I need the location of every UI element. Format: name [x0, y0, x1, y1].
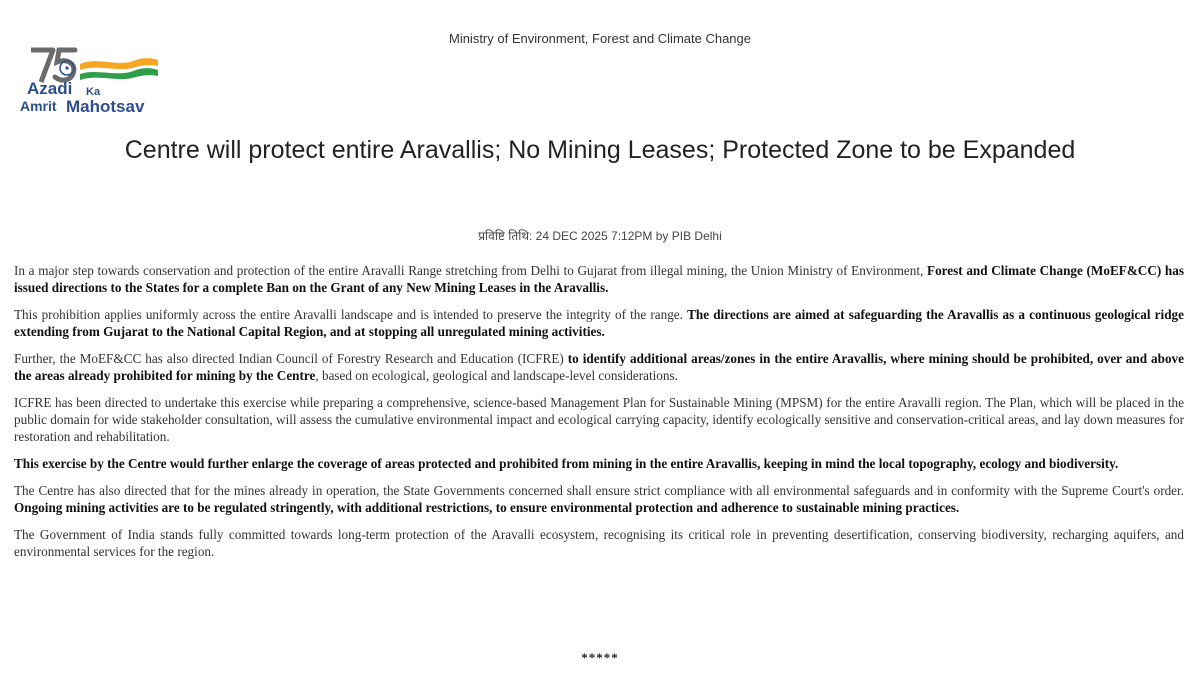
tricolour-flag-icon	[78, 56, 160, 84]
paragraph-4: ICFRE has been directed to undertake this exercise while preparing a comprehensive, science-based Management Plan for Sustainable Mining (MPSM) for the entire Aravalli region. The Plan, which will be placed in the public domain for wide stakeholder consultation, will assess the cumulative environmental impact and ecological carrying capacity, identify ecologically sensitive and conservation-critical areas, and lay down measures for restoration and rehabilitation.	[14, 395, 1184, 444]
azadi-ka-amrit-mahotsav-logo	[20, 46, 180, 122]
logo-word-ka: Ka	[86, 86, 101, 98]
paragraph-6-text: The Centre has also directed that for the mines already in operation, the State Governments concerned shall ensure strict compliance with all environmental safeguards and in conformity with the Supreme Court's order.	[14, 483, 1184, 498]
paragraph-1-text: In a major step towards conservation and protection of the entire Aravalli Range stretching from Delhi to Gujarat from illegal mining, the Union Ministry of Environment,	[14, 263, 928, 278]
paragraph-3-tail: , based on ecological, geological and landscape-level considerations.	[315, 368, 678, 383]
logo-word-mahotsav: Mahotsav	[66, 97, 145, 116]
posted-date: प्रविष्टि तिथि: 24 DEC 2025 7:12PM by PIB Delhi	[478, 229, 722, 243]
article-body	[14, 262, 1184, 570]
end-of-release-mark: *****	[581, 650, 619, 665]
paragraph-6	[14, 482, 1184, 516]
paragraph-5: This exercise by the Centre would further enlarge the coverage of areas protected and prohibited from mining in the entire Aravallis, keeping in mind the local topography, ecology and biodiversity.	[14, 456, 1119, 471]
logo-word-azadi: Azadi	[27, 79, 73, 98]
logo-word-amrit: Amrit	[20, 98, 57, 114]
paragraph-2-text: This prohibition applies uniformly across the entire Aravalli landscape and is intended to preserve the integrity of the range.	[14, 307, 688, 322]
paragraph-3-text: Further, the MoEF&CC has also directed Indian Council of Forestry Research and Education (ICFRE)	[14, 351, 568, 366]
article-title: Centre will protect entire Aravallis; No Mining Leases; Protected Zone to be Expanded	[124, 136, 1076, 164]
paragraph-6-bold: Ongoing mining activities are to be regulated stringently, with additional restrictions, to ensure environmental protection and adherence to sustainable mining practices.	[14, 500, 960, 515]
paragraph-3-bold: to identify additional areas/zones in the entire Aravallis, where mining should be prohibited, over and above the areas already prohibited for mining by the Centre	[14, 351, 1184, 383]
paragraph-1	[14, 262, 1184, 296]
paragraph-7: The Government of India stands fully committed towards long-term protection of the Aravalli ecosystem, recognising its critical role in preventing desertification, conserving biodiversity, recharging aquifers, and environmental services for the region.	[14, 527, 1184, 559]
paragraph-2-bold: The directions are aimed at safeguarding the Aravallis as a continuous geological ridge extending from Gujarat to the National Capital Region, and at stopping all unregulated mining activities.	[14, 307, 1184, 339]
paragraph-3	[14, 350, 1184, 384]
ministry-name: Ministry of Environment, Forest and Climate Change	[448, 31, 751, 46]
paragraph-2	[14, 306, 1184, 340]
paragraph-1-bold: Forest and Climate Change (MoEF&CC) has issued directions to the States for a complete Ban on the Grant of any New Mining Leases in the Aravallis.	[14, 263, 1184, 295]
